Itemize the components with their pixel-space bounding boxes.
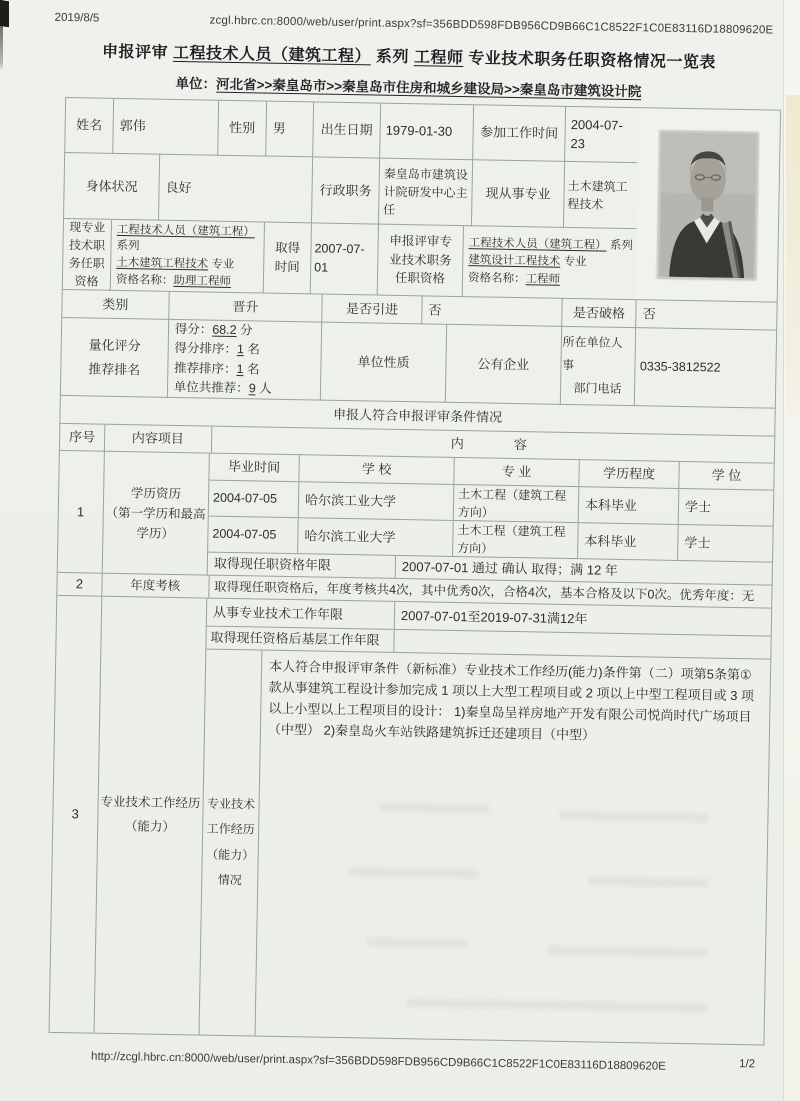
health-label: 身体状况	[64, 153, 160, 221]
rec-value: 1	[236, 361, 244, 376]
hr-phone-value: 0335-3812522	[635, 328, 776, 408]
current-qual-value	[111, 220, 265, 294]
edu-level-value: 本科毕业	[578, 523, 679, 561]
experience-sub-label	[200, 650, 263, 1036]
apply-qual-name: 工程师	[525, 272, 561, 286]
experience-item-label	[94, 597, 207, 1035]
experience-description	[256, 651, 771, 1045]
rank-value: 1	[236, 342, 245, 357]
birth-value: 1979-01-30	[380, 104, 474, 161]
bleed-through-artifact	[588, 876, 708, 887]
title-part: 申报评审	[101, 43, 174, 62]
assessment-value: 取得现任职资格后，年度考核共4次，其中优秀0次，合格4次，基本合格及以下0次。优秀年度：无	[209, 576, 772, 609]
rec-prefix: 推荐排序：	[173, 360, 237, 376]
bleed-through-artifact	[547, 946, 707, 958]
assessment-item-label: 年度考核	[102, 574, 209, 599]
col-header-no: 序号	[60, 424, 105, 452]
title-rank-underlined: 工程师	[413, 49, 464, 68]
education-item-label	[102, 452, 210, 576]
work-start-label: 参加工作时间	[473, 105, 566, 162]
health-value: 良好	[159, 155, 313, 224]
current-specialty-suffix: 专业	[208, 258, 235, 272]
education-subtable	[208, 454, 774, 586]
rec-suffix: 名	[243, 361, 260, 376]
obtain-date-value: 2007-07-01	[311, 223, 379, 295]
import-value: 否	[422, 296, 562, 326]
profession-label: 现从事专业	[472, 160, 565, 228]
qual-name-prefix: 资格名称：	[467, 271, 526, 285]
edu-degree-value: 学士	[679, 489, 774, 527]
edu-major-value: 土木工程（建筑工程方向）	[454, 485, 580, 523]
experience-sub-label-text: 专业技术工作经历（能力）情况	[206, 796, 256, 887]
gender-value: 男	[266, 102, 314, 158]
apply-specialty: 建筑设计工程技术	[468, 254, 561, 269]
conditions-section-title: 申报人符合申报评审条件情况	[60, 396, 774, 437]
unit-type-label: 单位性质	[321, 323, 447, 403]
work-start-value: 2004-07-23	[565, 107, 639, 163]
bleed-through-artifact	[367, 937, 467, 948]
print-date: 2019/8/5	[54, 11, 100, 25]
edu-col-major: 专 业	[454, 458, 579, 487]
scoring-label-line: 量化评分	[88, 337, 141, 354]
qualification-table	[49, 97, 782, 1046]
education-item-line: 学历资历	[130, 485, 182, 501]
photo-cell	[636, 108, 780, 302]
bleed-through-artifact	[348, 867, 478, 878]
score-value: 68.2	[212, 322, 237, 337]
current-series: 工程技术人员（建筑工程）	[116, 223, 255, 239]
bleed-through-artifact	[380, 803, 490, 814]
hr-phone-label-line: 所在单位人事	[561, 335, 623, 373]
import-label: 是否引进	[322, 295, 422, 325]
header-url: zcgl.hbrc.cn:8000/web/user/print.aspx?sf=356BDD598FDB956CD9B66C1C8522F1C0E83116D18809620E	[209, 14, 774, 37]
apply-qual-label: 申报评审专业技术职务任职资格	[378, 225, 464, 298]
current-qual-label: 现专业技术职务任职资格	[63, 219, 112, 291]
scoring-label	[61, 318, 169, 398]
current-series-suffix: 系列	[116, 240, 140, 253]
title-part: 专业技术职务任职资格情况一览表	[463, 50, 716, 72]
apply-series-suffix: 系列	[606, 239, 633, 253]
experience-detail-row	[200, 650, 771, 1045]
experience-section-row	[50, 596, 772, 1045]
table-row	[65, 98, 639, 163]
hr-phone-label-line: 部门电话	[573, 380, 622, 396]
category-label: 类别	[62, 290, 169, 320]
tenure-value: 2007-07-01 通过 确认 取得；满 12 年	[396, 556, 772, 586]
rank-suffix: 名	[243, 342, 261, 357]
education-section-row	[58, 451, 774, 586]
applicant-photo	[657, 130, 759, 280]
portrait-photo-graphic	[659, 132, 757, 278]
edu-col-grad: 毕业时间	[209, 454, 299, 483]
edu-major-value: 土木工程（建筑工程方向）	[453, 521, 579, 559]
col-header-item: 内容项目	[105, 425, 212, 454]
total-suffix: 人	[255, 381, 272, 396]
total-value: 9	[248, 381, 256, 396]
table-row	[63, 219, 637, 300]
bleed-through-artifact	[559, 811, 709, 823]
experience-item-line: （能力）	[124, 819, 176, 835]
education-item-line: 学历）	[136, 525, 175, 541]
experience-item-line: 专业技术工作经历	[100, 794, 201, 811]
exception-value: 否	[637, 300, 777, 330]
work-years-label: 从事专业技术工作年限	[207, 599, 395, 630]
edu-school-value: 哈尔滨工业大学	[299, 482, 455, 521]
category-value: 晋升	[169, 292, 323, 323]
bleed-through-artifact	[406, 998, 706, 1012]
admin-post-value: 秦皇岛市建筑设计院研发中心主任	[379, 159, 473, 227]
score-prefix: 得分：	[174, 321, 213, 337]
education-no: 1	[58, 451, 105, 574]
apply-series: 工程技术人员（建筑工程）	[468, 237, 607, 252]
exception-label: 是否破格	[562, 299, 637, 328]
edu-grad-value: 2004-07-05	[208, 517, 299, 555]
title-series-underlined: 工程技术人员（建筑工程）	[172, 44, 372, 66]
unit-path-underlined: 河北省>>秦皇岛市>>秦皇岛市住房和城乡建设局>>秦皇岛市建筑设计院	[215, 76, 642, 100]
hr-phone-label	[560, 327, 636, 406]
unit-type-value: 公有企业	[446, 325, 562, 405]
page-title	[9, 37, 800, 74]
experience-subtable	[200, 599, 772, 1045]
edu-level-value: 本科毕业	[579, 487, 680, 525]
edu-grad-value: 2004-07-05	[209, 481, 300, 519]
total-prefix: 单位共推荐：	[173, 379, 249, 396]
work-years-value: 2007-07-01至2019-07-31满12年	[395, 602, 771, 637]
unit-label: 单位：	[175, 75, 217, 92]
edu-col-level: 学历程度	[579, 460, 679, 489]
edu-school-value: 哈尔滨工业大学	[298, 518, 454, 557]
table-row	[64, 153, 638, 229]
footer-url: http://zcgl.hbrc.cn:8000/web/user/print.aspx?sf=356BDD598FDB956CD9B66C1C8522F1C0E83116D18809620E	[91, 1050, 666, 1073]
edu-col-school: 学 校	[299, 455, 454, 485]
scan-corner-notch	[0, 0, 9, 27]
gender-label: 性别	[218, 101, 267, 157]
page-number: 1/2	[738, 1058, 756, 1071]
rank-prefix: 得分排序：	[174, 341, 238, 357]
name-value: 郭伟	[113, 99, 219, 156]
experience-description-text: 本人符合申报评审条件（新标准）专业技术工作经历(能力)条件第（二）项第5条第①款从事建筑工程设计参加完成 1 项以上大型工程项目或 2 项以上中型工程项目或 3 项 以上小型以上工程项目的设计： 1)秦皇岛呈祥房地产开发有限公司悦尚时代广场项目（中型） 2)秦皇岛火车站铁路建筑拆迁还建项目（中型）	[267, 658, 755, 743]
assessment-no: 2	[57, 573, 102, 597]
current-specialty: 土木建筑工程技术	[116, 256, 209, 271]
experience-no: 3	[50, 596, 102, 1033]
scoring-details	[168, 320, 323, 401]
scan-edge-tint	[786, 95, 800, 415]
identity-block	[63, 98, 780, 303]
education-item-line: （第一学历和最高	[105, 505, 206, 522]
name-label: 姓名	[65, 98, 114, 154]
title-part: 系列	[370, 48, 415, 67]
grassroots-label: 取得现任资格后基层工作年限	[206, 627, 394, 653]
score-suffix: 分	[236, 322, 253, 338]
tenure-label: 取得现任职资格年限	[208, 553, 396, 579]
qual-name-prefix: 资格名称：	[115, 273, 174, 287]
current-qual-name: 助理工程师	[173, 274, 232, 288]
col-header-content: 内 容	[211, 427, 774, 464]
apply-qual-value	[463, 226, 637, 300]
birth-label: 出生日期	[313, 102, 381, 158]
edu-col-degree: 学 位	[679, 462, 773, 491]
obtain-time-label: 取得时间	[264, 223, 312, 295]
table-row	[61, 318, 776, 409]
edu-degree-value: 学士	[678, 525, 773, 563]
profession-value: 土木建筑工程技术	[564, 162, 638, 229]
apply-specialty-suffix: 专业	[560, 256, 587, 269]
scoring-label-line: 推荐排名	[88, 360, 141, 377]
admin-post-label: 行政职务	[312, 157, 380, 224]
